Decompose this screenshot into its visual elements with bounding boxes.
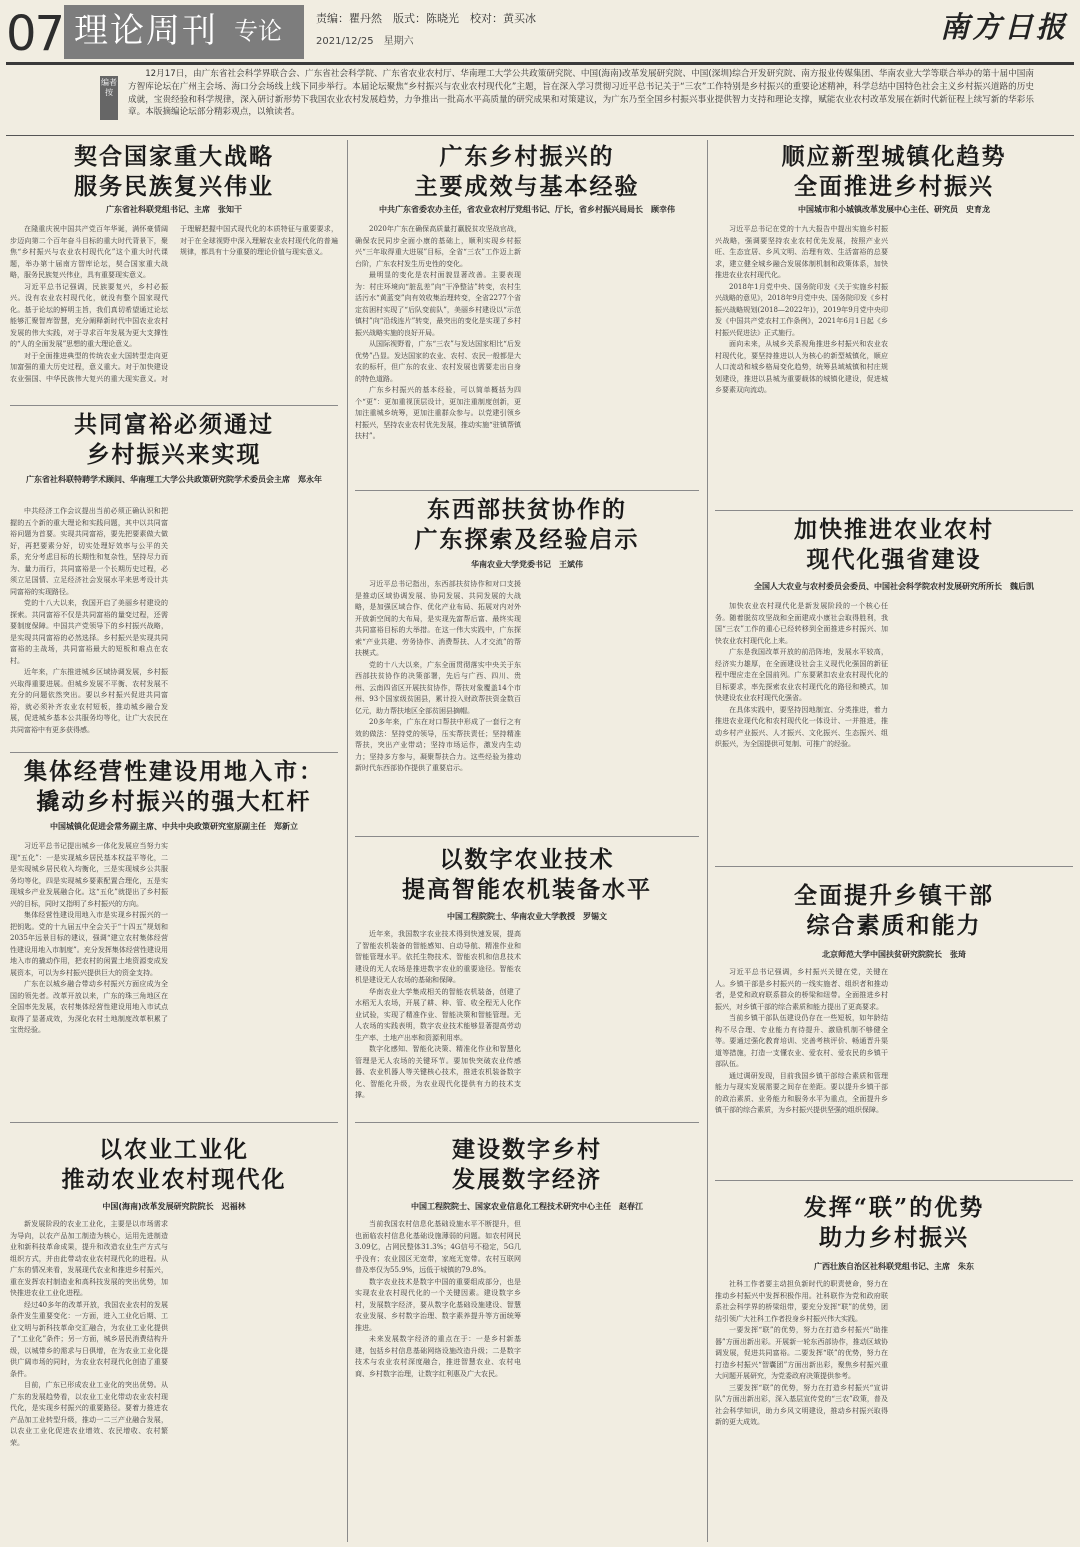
header-rule — [6, 62, 1074, 65]
article-byline: 中国城市和小城镇改革发展中心主任、研究员 史育龙 — [798, 205, 990, 214]
article-divider — [10, 752, 338, 753]
article-headline: 建设数字乡村 发展数字经济 — [452, 1136, 602, 1193]
article-body: 中共经济工作会议提出当前必须正确认识和把握的五个新的重大理论和实践问题，其中以共同富裕问题为首要。实现共同富裕，要先把要素做大做好，再把要素分好，切实处理好效率与公平的关系，充分考虑目标的长期性和复杂性，坚持尽力而为、量力而行，共同富裕是一个长期历史过程，必须立足国情、立足经济社会发展水平来思考设计共同富裕的实现路径。 党的十八大以来，我国开启了美丽乡村建设的探索。共同富裕不仅是共同富裕的量变过程，还需要制度保障。中国共产党领导下的乡村振兴战略，是实现共同富裕的必然选择。乡村振兴是实现共同富裕的主战场，共同富裕最大的短板和难点在农村。 近年来，广东推进城乡区域协调发展，乡村振兴取得重要进展。但城乡发展不平衡、农村发展不充分的问题依然突出。要以乡村振兴促进共同富裕，就必须补齐农业农村短板，推动城乡融合发展，促进城乡基本公共服务均等化，让广大农民在共同富裕中有更多获得感。 — [10, 507, 168, 734]
editor-note-text: 12月17日，由广东省社会科学界联合会、广东省社会科学院、广东省农业农村厅、华南理工大学公共政策研究院、中国(海南)改革发展研究院、中国(深圳)综合开发研究院、南方报业传媒集团、华南农业大学等联合举办的第十届中国南方智库论坛在广州主会场、海口分会场线上线下同步举行。本届论坛聚焦“乡村振兴与农业农村现代化”主题，旨在深入学习贯彻习近平总书记关于“三农”工作特别是乡村振兴的重要论述精神，科学总结中国特色社会主义乡村振兴道路的历史成就，宝贵经验和科学规律，深入研讨新形势下我国农业农村发展趋势，力争推出一批高水平高质量的研究成果和对策建议，为广东乃至全国乡村振兴事业提供智力支持和理论支撑，赋能农业农村改革发展在新时代新征程上续写新的华彩乐章。本版摘编论坛部分精彩观点，以飨读者。 — [128, 69, 1034, 118]
article-body: 习近平总书记强调，乡村振兴关键在党，关键在人。乡镇干部是乡村振兴的一线实施者、组织者和推动者，是党和政府联系群众的桥梁和纽带。全面推进乡村振兴，对乡镇干部的综合素质和能力提出了更高要求。 当前乡镇干部队伍建设仍存在一些短板，如年龄结构不尽合理、专业能力有待提升、激励机制不够健全等。要通过强化教育培训、完善考核评价、畅通晋升渠道等措施，打造一支懂农业、爱农村、爱农民的乡镇干部队伍。 通过调研发现，目前我国乡镇干部综合素质和管理能力与现实发展需要之间存在差距。要以提升乡镇干部的政治素质、业务能力和服务水平为重点，全面提升乡镇干部的综合素质，为乡村振兴提供坚强的组织保障。 — [715, 968, 888, 1114]
article-divider — [355, 1122, 699, 1123]
article-chi-fulin — [10, 1127, 338, 1542]
article-headline: 加快推进农业农村 现代化强省建设 — [794, 516, 994, 573]
article-divider — [10, 1122, 338, 1123]
column-divider — [707, 140, 708, 1542]
article-zheng-yongnian — [10, 410, 338, 748]
article-shi-yulong — [715, 142, 1073, 506]
page-number: 07 — [6, 6, 64, 62]
article-headline: 契合国家重大战略 服务民族复兴伟业 — [74, 143, 274, 200]
article-body: 新发展阶段的农业工业化，主要是以市场需求为导向，以农产品加工制造为核心，运用先进制造业和新科技革命成果，提升和改造农业生产方式与组织方式，并由此带动农业农村现代化的进程。从广东的情况来看，发展现代农业和推进乡村振兴，重在发挥农村制造业和高科技发展的突出优势，加快推进农业工业化进程。 经过40多年的改革开放，我国农业农村的发展条件发生重要变化：一方面，进入工业化后期、工业文明与新科技革命交汇融合，为农业工业化提供了“工业化”条件；另一方面，城乡居民消费结构升级，以城带乡的需求与日俱增，在为农业工业化提供广阔市场的同时，为农业农村现代化创造了重要条件。 目前，广东已形成农业工业化的突出优势。从广东的发展趋势看，以农业工业化带动农业农村现代化，是实现乡村振兴的重要路径。要着力推进农产品加工业转型升级，推动一二三产业融合发展，以农业工业化促进农业增效、农民增收、农村繁荣。 — [10, 1220, 168, 1447]
article-body: 2020年广东在确保高质量打赢脱贫攻坚战官战，确保农民同步全面小康的基础上，顺利实现乡村振兴“三年取得重大进展”目标，全省“三农”工作迈上新台阶，广东农村发生历史性的变化。 最明显的变化是农村面貌显著改善。主要表现为：村庄环境向“脏乱差”向“干净整洁”转变，农村生活污水“黄蓝变”向有效收集治理转变，全省2277个省定贫困村实现了“后队变前队”，美丽乡村建设以“示范镇村”向“沿线连片”转变，最突出的变化是实现了乡村振兴战略实施的良好开局。 从国际视野看，广东“三农”与发达国家相比“后发优势”凸显。发达国家的农业、农村、农民一般都是大农的标杆，但广东的农业、农村发展也需要走出自身的特色道路。 广东乡村振兴的基本经验，可以简单概括为四个“更”：更加重视顶层设计，更加注重制度创新，更加注重城乡统筹，更加注重群众参与。以党建引领乡村振兴，坚持农业农村优先发展，推动实施“驻镇帮镇扶村”。 — [355, 225, 521, 440]
article-divider — [715, 1180, 1073, 1181]
article-byline: 中共广东省委农办主任，省农业农村厅党组书记、厅长，省乡村振兴局局长 顾幸伟 — [379, 205, 675, 214]
article-divider — [715, 866, 1073, 867]
section-banner — [64, 5, 304, 59]
article-byline: 广东省社科联党组书记、主席 张知干 — [106, 205, 242, 214]
article-byline: 广东省社科联特聘学术顾问、华南理工大学公共政策研究院学术委员会主席 郑永年 — [26, 475, 322, 484]
editor-credits: 责编：瞿丹然 版式：陈晓光 校对：黄买冰 — [316, 12, 536, 25]
article-byline: 广西壮族自治区社科联党组书记、主席 朱东 — [814, 1262, 974, 1271]
column-divider — [347, 140, 348, 1542]
article-headline: 以数字农业技术 提高智能农机装备水平 — [402, 846, 652, 903]
article-wei-houkai — [715, 515, 1073, 862]
article-headline: 广东乡村振兴的 主要成效与基本经验 — [414, 143, 640, 200]
article-zheng-xinli — [10, 757, 338, 1117]
article-headline: 全面提升乡镇干部 综合素质和能力 — [794, 882, 994, 939]
article-body: 当前我国农村信息化基础设施水平不断提升，但也面临农村信息化基础设施薄弱的问题。如农村网民3.09亿，占网民整体31.3%；4G信号不稳定，5G几乎没有；农业园区无宽带，家庭无宽带。农村互联网普及率仅为55.9%，远低于城镇的79.8%。 数字农业技术是数字中国的重要组成部分，也是实现农业农村现代化的一个关键因素。建设数字乡村，发展数字经济，要从数字化基础设施建设、智慧农业发展、乡村数字治理、数字素养提升等方面统筹推进。 未来发展数字经济的重点在于：一是乡村新基建，包括乡村信息基础网络设施改造升级；二是数字技术与农业农村深度融合，推进智慧农业、农村电商、乡村数字治理，让数字红利惠及广大农民。 — [355, 1220, 521, 1378]
article-byline: 中国城镇化促进会常务副主席、中共中央政策研究室原副主任 郑新立 — [50, 822, 298, 831]
article-headline: 以农业工业化 推动农业农村现代化 — [61, 1136, 287, 1193]
article-body: 社科工作者要主动担负新时代的职责使命，努力在推动乡村振兴中发挥积极作用。社科联作为党和政府联系社会科学界的桥梁纽带，要充分发挥“联”的优势，团结引领广大社科工作者投身乡村振兴伟大实践。 一要发挥“联”的优势，努力在打造乡村振兴“助推器”方面出新出彩。开展新一轮东西部协作，推动区域协调发展，促进共同富裕。二要发挥“联”的优势，努力在打造乡村振兴“智囊团”方面出新出彩，聚焦乡村振兴重大问题开展研究，为党委政府决策提供参考。 三要发挥“联”的优势，努力在打造乡村振兴“宣讲队”方面出新出彩，深入基层宣传党的“三农”政策，普及社会科学知识，助力乡风文明建设，推动乡村振兴取得新的更大成效。 — [715, 1280, 888, 1426]
article-body: 近年来，我国数字农业技术得到快速发展，提高了智能农机装备的智能感知、自动导航、精准作业和智能管理水平。依托生物技术、智能农机和信息技术建设的无人农场是推进数字农业的重要途径。智能农机是建设无人农场的基础和保障。 华南农业大学集成相关的智能农机装备，创建了水稻无人农场，开展了耕、种、管、收全程无人化作业试验，实现了精准作业、智能决策和智能管理。无人农场的实践表明，数字农业技术能够显著提高劳动生产率、土地产出率和资源利用率。 数字化感知、智能化决策、精准化作业和智慧化管理是无人农场的关键环节。要加快突破农业传感器、农业机器人等关键核心技术，推进农机装备数字化、智能化升级，为农业现代化提供有力的技术支撑。 — [355, 930, 521, 1099]
article-body: 习近平总书记指出，东西部扶贫协作和对口支援是推动区域协调发展、协同发展、共同发展的大战略，是加强区域合作、优化产业布局、拓展对内对外开放新空间的大布局，是实现先富帮后富、最终实现共同富裕目标的大举措。在这一伟大实践中，广东探索“产业共建、劳务协作、消费帮扶、人才交流”的帮扶模式。 党的十八大以来，广东全面贯彻落实中央关于东西部扶贫协作的决策部署，先后与广西、四川、贵州、云南四省区开展扶贫协作，帮扶对象覆盖14个市州、93个国家级贫困县，累计投入财政帮扶资金数百亿元，助力帮扶地区全部贫困县摘帽。 20多年来，广东在对口帮扶中形成了一套行之有效的做法：坚持党的领导，压实帮扶责任；坚持精准帮扶，突出产业带动；坚持市场运作，激发内生动力；坚持多方参与，凝聚帮扶合力。这些经验为推动新时代东西部协作提供了重要启示。 — [355, 580, 521, 772]
article-headline: 共同富裕必须通过 乡村振兴来实现 — [74, 411, 274, 468]
newspaper-masthead-logo: 南方日报 — [939, 10, 1068, 44]
article-headline: 集体经营性建设用地入市： 撬动乡村振兴的强大杠杆 — [24, 758, 324, 815]
article-divider — [355, 836, 699, 837]
article-headline: 东西部扶贫协作的 广东探索及经验启示 — [414, 496, 640, 553]
article-byline: 中国(海南)改革发展研究院院长 迟福林 — [102, 1202, 246, 1211]
article-headline: 顺应新型城镇化趋势 全面推进乡村振兴 — [781, 143, 1007, 200]
editor-note-rule — [6, 135, 1074, 136]
section-subtitle: 专论 — [234, 17, 282, 45]
article-gu-xingwei — [355, 142, 699, 486]
article-divider — [715, 510, 1073, 511]
article-body: 在隆重庆祝中国共产党百年华诞，满怀豪情阔步迈向第二个百年奋斗目标的重大时代背景下，聚焦“乡村振兴与农业农村现代化”这个重大时代课题，举办第十届南方智库论坛，契合国家重大战略，服务民族复兴伟业，具有重要现实意义。 习近平总书记强调，民族要复兴，乡村必振兴。没有农业农村现代化，就没有整个国家现代化。基于论坛的鲜明主旨，我们真切希望通过论坛能够汇聚智库智慧，充分阐释新时代中国农业农村发展的伟大实践，对于寻求百年发展为更大支撑性的“人的全面发展”思想的重大理论意义。 对于全面推进典型的传统农业大国转型走向更加富强的重大历史过程，意义重大。对于加快建设农业强国、中华民族伟大复兴的重大现实意义。对于理解把握中国式现代化的本质特征与重要要求，对于在全球视野中深入理解农业农村现代化的普遍规律，都具有十分重要的理论价值与现实意义。 — [10, 225, 338, 383]
article-body: 习近平总书记在党的十九大报告中提出实施乡村振兴战略，强调要坚持农业农村优先发展，按照产业兴旺、生态宜居、乡风文明、治理有效、生活富裕的总要求，建立健全城乡融合发展体制机制和政策体系，加快推进农业农村现代化。 2018年1月党中央、国务院印发《关于实施乡村振兴战略的意见》，2018年9月党中央、国务院印发《乡村振兴战略规划(2018—2022年)》，2019年9月党中央印发《中国共产党农村工作条例》，2021年6月1日起《乡村振兴促进法》正式施行。 面向未来，从城乡关系视角推进乡村振兴和农业农村现代化，要坚持推进以人为核心的新型城镇化，顺应人口流动和城乡格局变化趋势，统筹县域城镇和村庄规划建设，推进以县城为重要载体的城镇化建设，促进城乡要素双向流动。 — [715, 225, 888, 394]
article-byline: 中国工程院院士、国家农业信息化工程技术研究中心主任 赵春江 — [411, 1202, 643, 1211]
article-divider — [10, 405, 338, 406]
article-byline: 北京师范大学中国扶贫研究院院长 张琦 — [822, 950, 966, 959]
article-byline: 全国人大农业与农村委员会委员、中国社会科学院农村发展研究所所长 魏后凯 — [754, 582, 1034, 591]
editor-note-label: 编者按 — [100, 76, 118, 120]
article-luo-xiwen — [355, 841, 699, 1117]
article-zhu-dong — [715, 1185, 1073, 1542]
article-wang-binwei — [355, 495, 699, 832]
article-divider — [355, 490, 699, 491]
article-body: 习近平总书记提出城乡一体化发展应当努力实现“五化”：一是实现城乡居民基本权益平等化，二是实现城乡居民收入均衡化，三是实现城乡公共服务均等化，四是实现城乡要素配置合理化，五是实现城乡产业发展融合化。这“五化”就提出了乡村振兴的目标，同时又指明了乡村振兴的方向。 集体经营性建设用地入市是实现乡村振兴的一把钥匙。党的十九届五中全会关于“十四五”规划和2035年远景目标的建议，强调“建立农村集体经营性建设用地入市制度”。充分发挥集体经营性建设用地入市的撬动作用，把农村的闲置土地资源变成发展资本，可以为乡村振兴提供巨大的资金支持。 广东在以城乡融合带动乡村振兴方面应成为全国的领先者。改革开放以来，广东的珠三角地区在全国率先发展，农村集体经营性建设用地入市试点取得了显著成效，为深化农村土地制度改革积累了宝贵经验。 — [10, 842, 168, 1034]
article-zhao-chunjiang — [355, 1127, 699, 1542]
article-byline: 华南农业大学党委书记 王斌伟 — [471, 560, 583, 569]
article-zhang-qi — [715, 871, 1073, 1176]
article-byline: 中国工程院院士、华南农业大学教授 罗锡文 — [447, 912, 607, 921]
article-body: 加快农业农村现代化是新发展阶段的一个核心任务。随着脱贫攻坚战和全面建成小康社会取得胜利，我国“三农”工作的重心已经转移到全面推进乡村振兴、加快农业农村现代化上来。 广东是我国改革开放的前沿阵地，发展水平较高，经济实力雄厚，在全面建设社会主义现代化强国的新征程中理应走在全国前列。广东要紧扣农业农村现代化的目标要求，率先探索农业农村现代化的路径和模式，加快建设农业农村现代化强省。 在具体实践中，要坚持因地制宜、分类推进，着力推进农业现代化和农村现代化一体设计、一并推进，推动乡村产业振兴、人才振兴、文化振兴、生态振兴、组织振兴，为全国提供可复制、可推广的经验。 — [715, 602, 888, 748]
section-title: 理论周刊 — [74, 11, 218, 51]
issue-date: 2021/12/25 星期六 — [316, 36, 414, 47]
article-zhang-zhigan — [10, 142, 338, 400]
article-headline: 发挥“联”的优势 助力乡村振兴 — [803, 1194, 985, 1251]
